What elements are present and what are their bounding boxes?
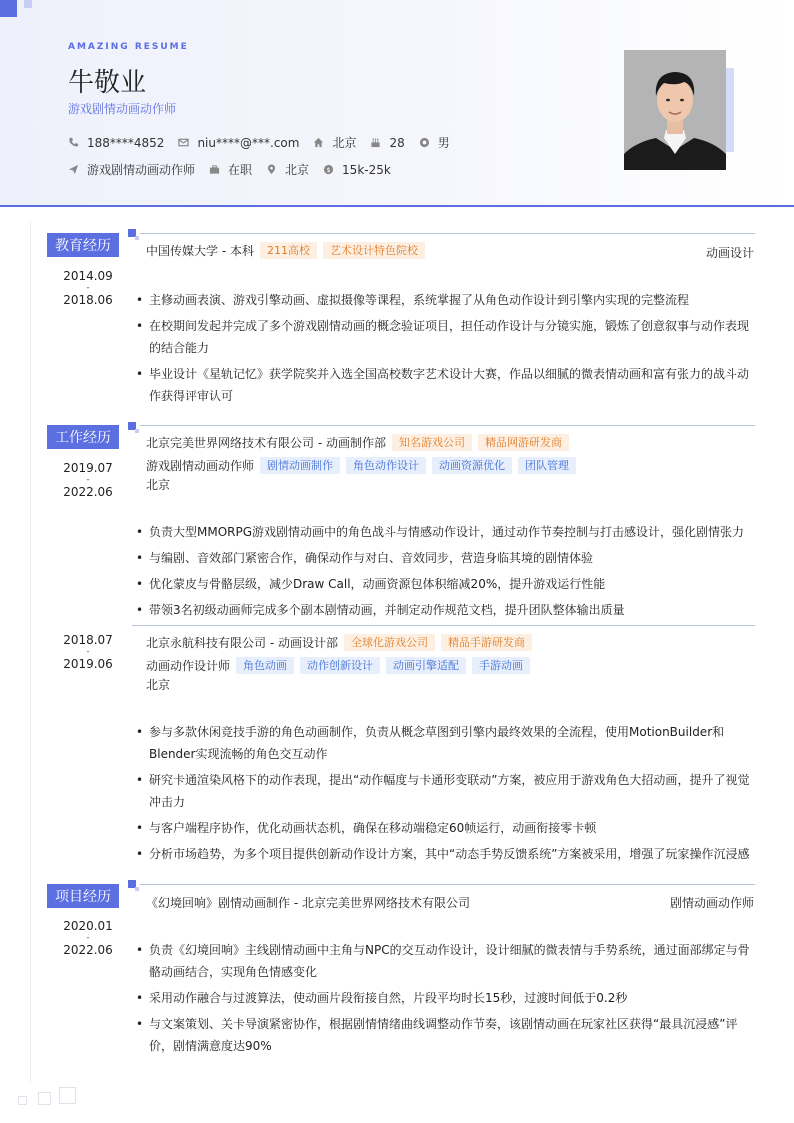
date-separator: - bbox=[86, 647, 90, 657]
job-title-row bbox=[146, 634, 532, 651]
edu-tag: 艺术设计特色院校 bbox=[323, 242, 425, 259]
job-divider bbox=[132, 625, 755, 626]
section-label-projects: 项目经历 bbox=[47, 884, 119, 908]
list-item: • 负责大型MMORPG游戏剧情动画中的角色战斗与情感动作设计，通过动作节奏控制与打击感设计，强化剧情张力 bbox=[136, 525, 745, 539]
decor-square bbox=[59, 1087, 76, 1104]
cake-icon bbox=[370, 137, 381, 148]
company-tag: 知名游戏公司 bbox=[392, 434, 472, 451]
company-tag: 全球化游戏公司 bbox=[344, 634, 435, 651]
job-start-date: 2019.07 bbox=[63, 461, 113, 475]
date-separator: - bbox=[86, 475, 90, 485]
job-company: 北京永航科技有限公司 - 动画设计部 bbox=[146, 636, 338, 650]
list-item: • 研究卡通渲染风格下的动作表现，提出“动作幅度与卡通形变联动”方案，被应用于游戏角色大招动画，提升了视觉冲击力 bbox=[136, 773, 750, 809]
age-text: 28 bbox=[389, 135, 405, 150]
resume-tagline: AMAZING RESUME bbox=[68, 42, 189, 52]
candidate-title: 游戏剧情动画动作师 bbox=[68, 102, 177, 116]
job-role-row bbox=[146, 457, 576, 474]
section-marker-small bbox=[135, 236, 139, 240]
edu-school-degree: 中国传媒大学 - 本科 bbox=[146, 244, 254, 258]
candidate-name: 牛敬业 bbox=[68, 68, 147, 98]
date-separator: - bbox=[86, 283, 90, 293]
edu-end-date: 2018.06 bbox=[63, 293, 113, 307]
gender-icon bbox=[419, 137, 430, 148]
intent-position-text: 游戏剧情动画动作师 bbox=[87, 163, 196, 177]
list-item: • 在校期间发起并完成了多个游戏剧情动画的概念验证项目，担任动作设计与分镜实施，锻炼了创意叙事与动作表现的结合能力 bbox=[136, 319, 750, 355]
list-item: • 采用动作融合与过渡算法，使动画片段衔接自然，片段平均时长15秒，过渡时间低于0.2秒 bbox=[136, 991, 628, 1005]
list-item: • 与客户端程序协作，优化动画状态机，确保在移动端稳定60帧运行，动画衔接零卡顿 bbox=[136, 821, 597, 835]
section-divider bbox=[140, 425, 755, 426]
job-role: 动画动作设计师 bbox=[146, 659, 231, 673]
company-tag: 精品手游研发商 bbox=[441, 634, 532, 651]
resume-header bbox=[0, 0, 794, 207]
profile-photo bbox=[624, 50, 726, 170]
phone-text: 188****4852 bbox=[87, 135, 165, 150]
date-separator: - bbox=[86, 933, 90, 943]
briefcase-icon bbox=[209, 164, 220, 175]
job-city: 北京 bbox=[146, 478, 171, 492]
phone-icon bbox=[68, 137, 79, 148]
section-divider bbox=[140, 884, 755, 885]
skill-tag: 剧情动画制作 bbox=[260, 457, 340, 474]
decor-square bbox=[38, 1092, 51, 1105]
list-item: • 优化蒙皮与骨骼层级，减少Draw Call，动画资源包体积缩减20%，提升游戏运行性能 bbox=[136, 577, 606, 591]
list-item: • 负责《幻境回响》主线剧情动画中主角与NPC的交互动作设计，设计细腻的微表情与手势系统，通过面部绑定与骨骼动画结合，实现角色情感变化 bbox=[136, 943, 750, 979]
list-item: • 分析市场趋势，为多个项目提供创新动作设计方案，其中“动态手势反馈系统”方案被采用，增强了玩家操作沉浸感 bbox=[136, 847, 750, 861]
company-tag: 精品网游研发商 bbox=[478, 434, 569, 451]
edu-major: 动画设计 bbox=[705, 246, 754, 260]
hometown-text: 北京 bbox=[332, 136, 357, 150]
job-role: 游戏剧情动画动作师 bbox=[146, 459, 255, 473]
decor-square bbox=[0, 0, 17, 17]
job-start-date: 2018.07 bbox=[63, 633, 113, 647]
list-item: • 参与多款休闲竞技手游的角色动画制作，负责从概念草图到引擎内最终效果的全流程，使用MotionBuilder和Blender实现流畅的角色交互动作 bbox=[136, 725, 725, 761]
project-start-date: 2020.01 bbox=[63, 919, 113, 933]
home-icon bbox=[313, 137, 324, 148]
job-intent-row bbox=[68, 161, 405, 178]
edu-title-row bbox=[146, 242, 425, 259]
job-company: 北京完美世界网络技术有限公司 - 动画制作部 bbox=[146, 436, 386, 450]
section-label-work: 工作经历 bbox=[47, 425, 119, 449]
edu-start-date: 2014.09 bbox=[63, 269, 113, 283]
project-end-date: 2022.06 bbox=[63, 943, 113, 957]
gender-text: 男 bbox=[437, 136, 450, 150]
list-item: • 带领3名初级动画师完成多个副本剧情动画，并制定动作规范文档，提升团队整体输出质量 bbox=[136, 603, 625, 617]
skill-tag: 团队管理 bbox=[518, 457, 576, 474]
job-role-row bbox=[146, 657, 530, 674]
skill-tag: 手游动画 bbox=[472, 657, 530, 674]
job-status-text: 在职 bbox=[228, 163, 253, 177]
job-end-date: 2022.06 bbox=[63, 485, 113, 499]
mail-icon bbox=[178, 137, 189, 148]
edu-tag: 211高校 bbox=[260, 242, 317, 259]
skill-tag: 动画资源优化 bbox=[432, 457, 512, 474]
salary-text: 15k-25k bbox=[342, 162, 391, 177]
decor-square bbox=[18, 1096, 27, 1105]
list-item: • 毕业设计《星轨记忆》获学院奖并入选全国高校数字艺术设计大赛，作品以细腻的微表情动画和富有张力的战斗动作获得评审认可 bbox=[136, 367, 750, 403]
list-item: • 与文案策划、关卡导演紧密协作，根据剧情情绪曲线调整动作节奏，该剧情动画在玩家社区获得“最具沉浸感”评价，剧情满意度达90% bbox=[136, 1017, 738, 1053]
send-icon bbox=[68, 164, 79, 175]
money-icon bbox=[323, 164, 334, 175]
email-text: niu****@***.com bbox=[197, 135, 300, 150]
section-marker-small bbox=[135, 887, 139, 891]
skill-tag: 动画引擎适配 bbox=[386, 657, 466, 674]
list-item: • 主修动画表演、游戏引擎动画、虚拟摄像等课程，系统掌握了从角色动作设计到引擎内实现的完整流程 bbox=[136, 293, 690, 307]
job-city: 北京 bbox=[146, 678, 171, 692]
location-pin-icon bbox=[266, 164, 277, 175]
project-title: 《幻境回响》剧情动画制作 - 北京完美世界网络技术有限公司 bbox=[146, 896, 470, 910]
left-accent-line bbox=[30, 222, 31, 1082]
skill-tag: 动作创新设计 bbox=[300, 657, 380, 674]
section-marker-small bbox=[135, 429, 139, 433]
job-title-row bbox=[146, 434, 569, 451]
skill-tag: 角色动画 bbox=[236, 657, 294, 674]
job-end-date: 2019.06 bbox=[63, 657, 113, 671]
section-divider bbox=[140, 233, 755, 234]
contact-row bbox=[68, 134, 464, 151]
list-item: • 与编剧、音效部门紧密合作，确保动作与对白、音效同步，营造身临其境的剧情体验 bbox=[136, 551, 594, 565]
project-role: 剧情动画动作师 bbox=[669, 896, 754, 910]
decor-square-small bbox=[24, 0, 32, 8]
section-label-education: 教育经历 bbox=[47, 233, 119, 257]
skill-tag: 角色动作设计 bbox=[346, 457, 426, 474]
intent-city-text: 北京 bbox=[285, 163, 310, 177]
svg-text:$: $ bbox=[326, 165, 331, 174]
